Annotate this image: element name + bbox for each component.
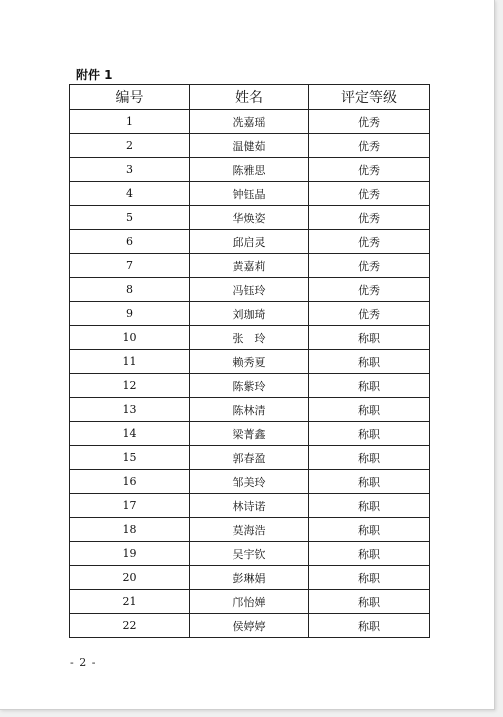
cell-number: 1 [70,110,190,134]
evaluation-table [69,84,430,638]
cell-rating: 称职 [309,518,430,542]
cell-name: 林诗诺 [190,494,309,518]
cell-name: 邹美玲 [190,470,309,494]
cell-rating: 称职 [309,326,430,350]
cell-number: 22 [70,614,190,638]
cell-number: 3 [70,158,190,182]
cell-number: 18 [70,518,190,542]
cell-name: 莫海浩 [190,518,309,542]
cell-rating: 优秀 [309,110,430,134]
cell-number: 9 [70,302,190,326]
cell-number: 8 [70,278,190,302]
cell-number: 7 [70,254,190,278]
table-row [70,182,430,206]
cell-rating: 优秀 [309,206,430,230]
table-row [70,302,430,326]
table-row [70,518,430,542]
page-number: - 2 - [70,656,97,669]
cell-number: 17 [70,494,190,518]
cell-rating: 称职 [309,422,430,446]
table-row [70,446,430,470]
table-row [70,494,430,518]
table-row [70,398,430,422]
table-row [70,566,430,590]
table-row [70,206,430,230]
header-number: 编号 [70,85,190,110]
cell-number: 21 [70,590,190,614]
cell-name: 华焕姿 [190,206,309,230]
cell-name: 吴宇钦 [190,542,309,566]
cell-rating: 优秀 [309,182,430,206]
table-row [70,278,430,302]
cell-rating: 称职 [309,542,430,566]
cell-number: 15 [70,446,190,470]
table-body [70,110,430,638]
cell-number: 20 [70,566,190,590]
cell-name: 陈林清 [190,398,309,422]
cell-number: 6 [70,230,190,254]
table-row [70,470,430,494]
cell-name: 陈紫玲 [190,374,309,398]
cell-name: 刘珈琦 [190,302,309,326]
cell-rating: 优秀 [309,230,430,254]
header-rating: 评定等级 [309,85,430,110]
cell-name: 冯钰玲 [190,278,309,302]
table-row [70,110,430,134]
cell-rating: 称职 [309,398,430,422]
cell-name: 钟钰晶 [190,182,309,206]
attachment-label: 附件 1 [76,68,113,82]
cell-rating: 称职 [309,446,430,470]
table-header-row [70,85,430,110]
cell-number: 5 [70,206,190,230]
cell-name: 陈雅思 [190,158,309,182]
cell-number: 10 [70,326,190,350]
table-row [70,158,430,182]
cell-rating: 称职 [309,614,430,638]
header-name: 姓名 [190,85,309,110]
table-row [70,230,430,254]
cell-name: 赖秀夏 [190,350,309,374]
cell-rating: 称职 [309,470,430,494]
cell-rating: 称职 [309,494,430,518]
cell-name: 黄嘉莉 [190,254,309,278]
cell-number: 2 [70,134,190,158]
cell-rating: 称职 [309,374,430,398]
table-row [70,614,430,638]
cell-name: 张 玲 [190,326,309,350]
cell-rating: 优秀 [309,254,430,278]
cell-rating: 优秀 [309,134,430,158]
cell-rating: 优秀 [309,158,430,182]
cell-number: 11 [70,350,190,374]
table-row [70,422,430,446]
table-row [70,254,430,278]
cell-number: 14 [70,422,190,446]
cell-number: 13 [70,398,190,422]
cell-name: 梁菁鑫 [190,422,309,446]
cell-number: 4 [70,182,190,206]
cell-number: 12 [70,374,190,398]
cell-number: 16 [70,470,190,494]
table-row [70,374,430,398]
cell-name: 温健茹 [190,134,309,158]
cell-rating: 称职 [309,350,430,374]
cell-rating: 优秀 [309,302,430,326]
table-row [70,134,430,158]
table-row [70,590,430,614]
cell-name: 侯婷婷 [190,614,309,638]
table-row [70,350,430,374]
cell-name: 邱启灵 [190,230,309,254]
cell-name: 冼嘉瑶 [190,110,309,134]
cell-rating: 称职 [309,566,430,590]
cell-number: 19 [70,542,190,566]
cell-name: 郭春盈 [190,446,309,470]
cell-name: 彭琳娟 [190,566,309,590]
cell-rating: 优秀 [309,278,430,302]
table-row [70,326,430,350]
cell-name: 邝怡婵 [190,590,309,614]
cell-rating: 称职 [309,590,430,614]
table-row [70,542,430,566]
